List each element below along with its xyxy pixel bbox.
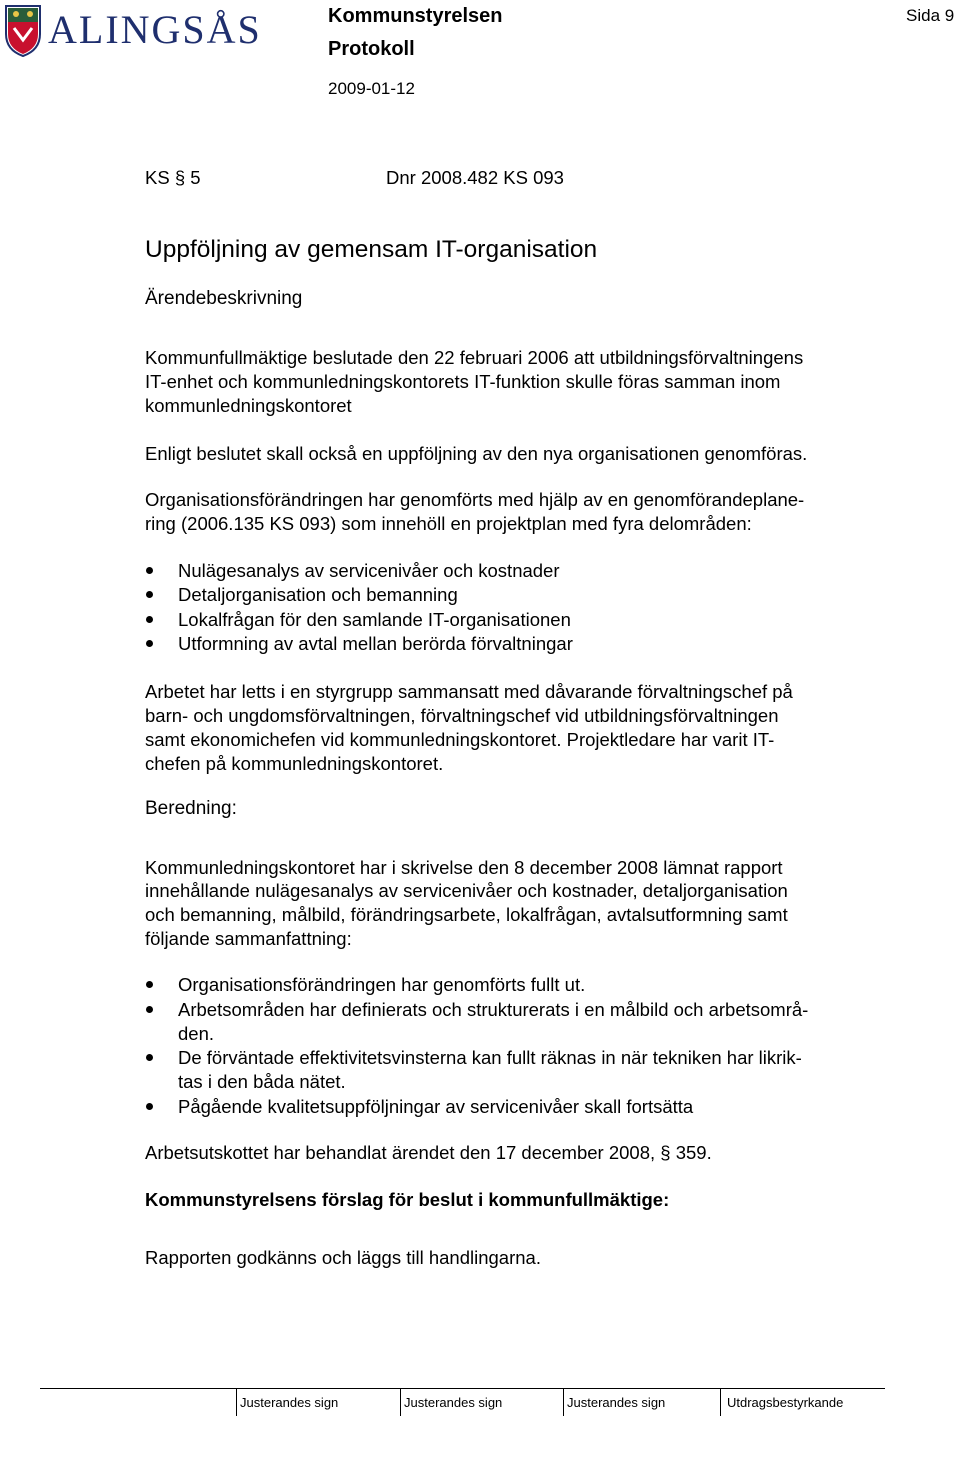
bullet-icon bbox=[146, 616, 153, 623]
list-item: Nulägesanalys av servicenivåer och kostnader bbox=[178, 560, 560, 581]
bullet-icon bbox=[146, 1054, 153, 1061]
paragraph-line: Kommunfullmäktige beslutade den 22 februari 2006 att utbildningsförvaltningens bbox=[145, 347, 804, 368]
bullet-icon bbox=[146, 640, 153, 647]
paragraph-line: följande sammanfattning: bbox=[145, 928, 352, 949]
meeting-date: 2009-01-12 bbox=[328, 79, 415, 98]
list-item: De förväntade effektivitetsvinsterna kan fullt räknas in när tekniken har likrik- bbox=[178, 1047, 802, 1068]
paragraph-line: kommunledningskontoret bbox=[145, 395, 352, 416]
paragraph-line: och bemanning, målbild, förändringsarbete, lokalfrågan, avtalsutformning samt bbox=[145, 904, 788, 925]
footer-extract-verification: Utdragsbestyrkande bbox=[727, 1395, 844, 1410]
footer-divider bbox=[40, 1388, 885, 1389]
paragraph-line: chefen på kommunledningskontoret. bbox=[145, 753, 444, 774]
list-item: Utformning av avtal mellan berörda förvaltningar bbox=[178, 633, 573, 654]
list-item: Lokalfrågan för den samlande IT-organisationen bbox=[178, 609, 571, 630]
document-type: Protokoll bbox=[328, 38, 415, 60]
paragraph-line: samt ekonomichefen vid kommunledningskontoret. Projektledare har varit IT- bbox=[145, 729, 775, 750]
bullet-icon bbox=[146, 981, 153, 988]
section-heading-arendebeskrivning: Ärendebeskrivning bbox=[145, 288, 303, 309]
list-item-continuation: tas i den båda nätet. bbox=[178, 1071, 346, 1092]
coat-of-arms-icon bbox=[4, 4, 42, 58]
paragraph-line: barn- och ungdomsförvaltningen, förvaltningschef vid utbildningsförvaltningen bbox=[145, 705, 779, 726]
list-item-continuation: den. bbox=[178, 1023, 215, 1044]
footer-column-divider bbox=[563, 1388, 564, 1416]
page-number: Sida 9 bbox=[906, 6, 955, 25]
section-heading-proposal: Kommunstyrelsens förslag för beslut i kommunfullmäktige: bbox=[145, 1189, 670, 1210]
list-item: Detaljorganisation och bemanning bbox=[178, 584, 458, 605]
footer-signature-box: Justerandes sign bbox=[567, 1395, 666, 1410]
bullet-icon bbox=[146, 1103, 153, 1110]
bullet-icon bbox=[146, 591, 153, 598]
bullet-icon bbox=[146, 567, 153, 574]
footer-column-divider bbox=[400, 1388, 401, 1416]
footer-signature-box: Justerandes sign bbox=[404, 1395, 503, 1410]
section-heading-beredning: Beredning: bbox=[145, 798, 237, 819]
footer-column-divider bbox=[720, 1388, 721, 1416]
paragraph-line: Organisationsförändringen har genomförts med hjälp av en genomförandeplane- bbox=[145, 489, 805, 510]
case-reference-number: Dnr 2008.482 KS 093 bbox=[386, 167, 564, 188]
paragraph-line: Kommunledningskontoret har i skrivelse den 8 december 2008 lämnat rapport bbox=[145, 857, 783, 878]
organization-name: Kommunstyrelsen bbox=[328, 5, 503, 27]
list-item: Pågående kvalitetsuppföljningar av servicenivåer skall fortsätta bbox=[178, 1096, 694, 1117]
footer-column-divider bbox=[236, 1388, 237, 1416]
paragraph-line: Enligt beslutet skall också en uppföljning av den nya organisationen genomföras. bbox=[145, 443, 808, 464]
logo-wordmark: ALINGSÅS bbox=[48, 7, 262, 52]
decision-text: Rapporten godkänns och läggs till handlingarna. bbox=[145, 1247, 541, 1268]
document-title: Uppföljning av gemensam IT-organisation bbox=[145, 236, 598, 263]
footer-signature-box: Justerandes sign bbox=[240, 1395, 339, 1410]
paragraph-line: Arbetet har letts i en styrgrupp sammansatt med dåvarande förvaltningschef på bbox=[145, 681, 793, 702]
case-paragraph-number: KS § 5 bbox=[145, 167, 201, 188]
paragraph-line: Arbetsutskottet har behandlat ärendet den 17 december 2008, § 359. bbox=[145, 1142, 712, 1163]
paragraph-line: innehållande nulägesanalys av servicenivåer och kostnader, detaljorganisation bbox=[145, 880, 788, 901]
bullet-icon bbox=[146, 1006, 153, 1013]
list-item: Arbetsområden har definierats och strukturerats i en målbild och arbetsområ- bbox=[178, 999, 809, 1020]
alingsas-logo bbox=[4, 4, 264, 60]
paragraph-line: IT-enhet och kommunledningskontorets IT-funktion skulle föras samman inom bbox=[145, 371, 781, 392]
list-item: Organisationsförändringen har genomförts fullt ut. bbox=[178, 974, 586, 995]
paragraph-line: ring (2006.135 KS 093) som innehöll en projektplan med fyra delområden: bbox=[145, 513, 752, 534]
